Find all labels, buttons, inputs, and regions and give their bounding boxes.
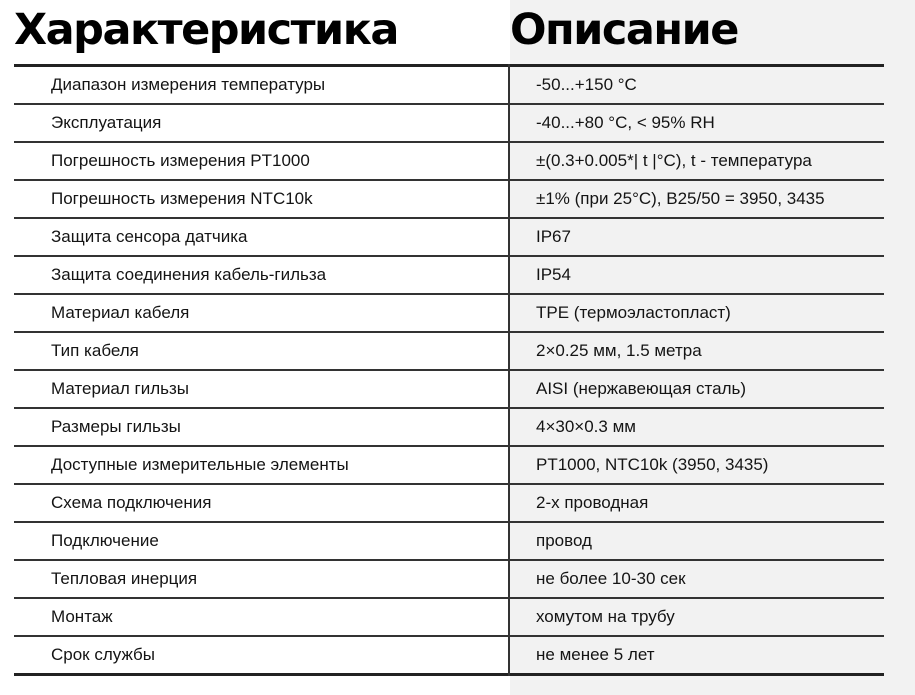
table-header	[0, 4, 915, 56]
characteristic-cell: Монтаж	[51, 607, 113, 626]
characteristic-cell: Погрешность измерения NTC10k	[51, 189, 313, 208]
table-row	[14, 561, 884, 599]
header-characteristic: Характеристика	[14, 5, 398, 55]
characteristic-cell: Защита сенсора датчика	[51, 227, 248, 246]
description-cell: AISI (нержавеющая сталь)	[536, 379, 747, 398]
table-row	[14, 143, 884, 181]
header-description: Описание	[510, 5, 738, 55]
characteristic-cell: Срок службы	[51, 645, 155, 664]
characteristic-cell: Доступные измерительные элементы	[51, 455, 349, 474]
description-cell: -50...+150 °C	[536, 75, 637, 94]
description-cell: ±1% (при 25°C), B25/50 = 3950, 3435	[536, 189, 825, 208]
description-cell: провод	[536, 531, 592, 550]
characteristic-cell: Схема подключения	[51, 493, 212, 512]
table-row	[14, 523, 884, 561]
table-row	[14, 371, 884, 409]
spec-table	[14, 64, 884, 676]
table-row	[14, 447, 884, 485]
description-cell: -40...+80 °C, < 95% RH	[536, 113, 715, 132]
table-row	[14, 485, 884, 523]
description-cell: не менее 5 лет	[536, 645, 655, 664]
description-cell: TPE (термоэластопласт)	[536, 303, 731, 322]
table-row	[14, 409, 884, 447]
table-row	[14, 333, 884, 371]
characteristic-cell: Диапазон измерения температуры	[51, 75, 326, 94]
characteristic-cell: Материал кабеля	[51, 303, 190, 322]
description-cell: 2×0.25 мм, 1.5 метра	[536, 341, 702, 360]
characteristic-cell: Эксплуатация	[51, 113, 162, 132]
table-row	[14, 105, 884, 143]
description-cell: не более 10-30 сек	[536, 569, 686, 588]
characteristic-cell: Тепловая инерция	[51, 569, 198, 588]
description-cell: хомутом на трубу	[536, 607, 675, 626]
description-cell: 2-х проводная	[536, 493, 649, 512]
characteristic-cell: Погрешность измерения PT1000	[51, 151, 310, 170]
table-row	[14, 257, 884, 295]
table-row	[14, 295, 884, 333]
table-row	[14, 181, 884, 219]
table-row	[14, 637, 884, 676]
characteristic-cell: Тип кабеля	[51, 341, 139, 360]
table-row	[14, 219, 884, 257]
description-cell: ±(0.3+0.005*| t |°C), t - температура	[536, 151, 812, 170]
column-divider	[508, 64, 510, 676]
characteristic-cell: Размеры гильзы	[51, 417, 181, 436]
description-cell: IP67	[536, 227, 571, 246]
description-cell: PT1000, NTC10k (3950, 3435)	[536, 455, 769, 474]
characteristic-cell: Защита соединения кабель-гильза	[51, 265, 327, 284]
characteristic-cell: Подключение	[51, 531, 159, 550]
description-cell: 4×30×0.3 мм	[536, 417, 636, 436]
table-row	[14, 67, 884, 105]
description-cell: IP54	[536, 265, 571, 284]
characteristic-cell: Материал гильзы	[51, 379, 190, 398]
table-row	[14, 599, 884, 637]
